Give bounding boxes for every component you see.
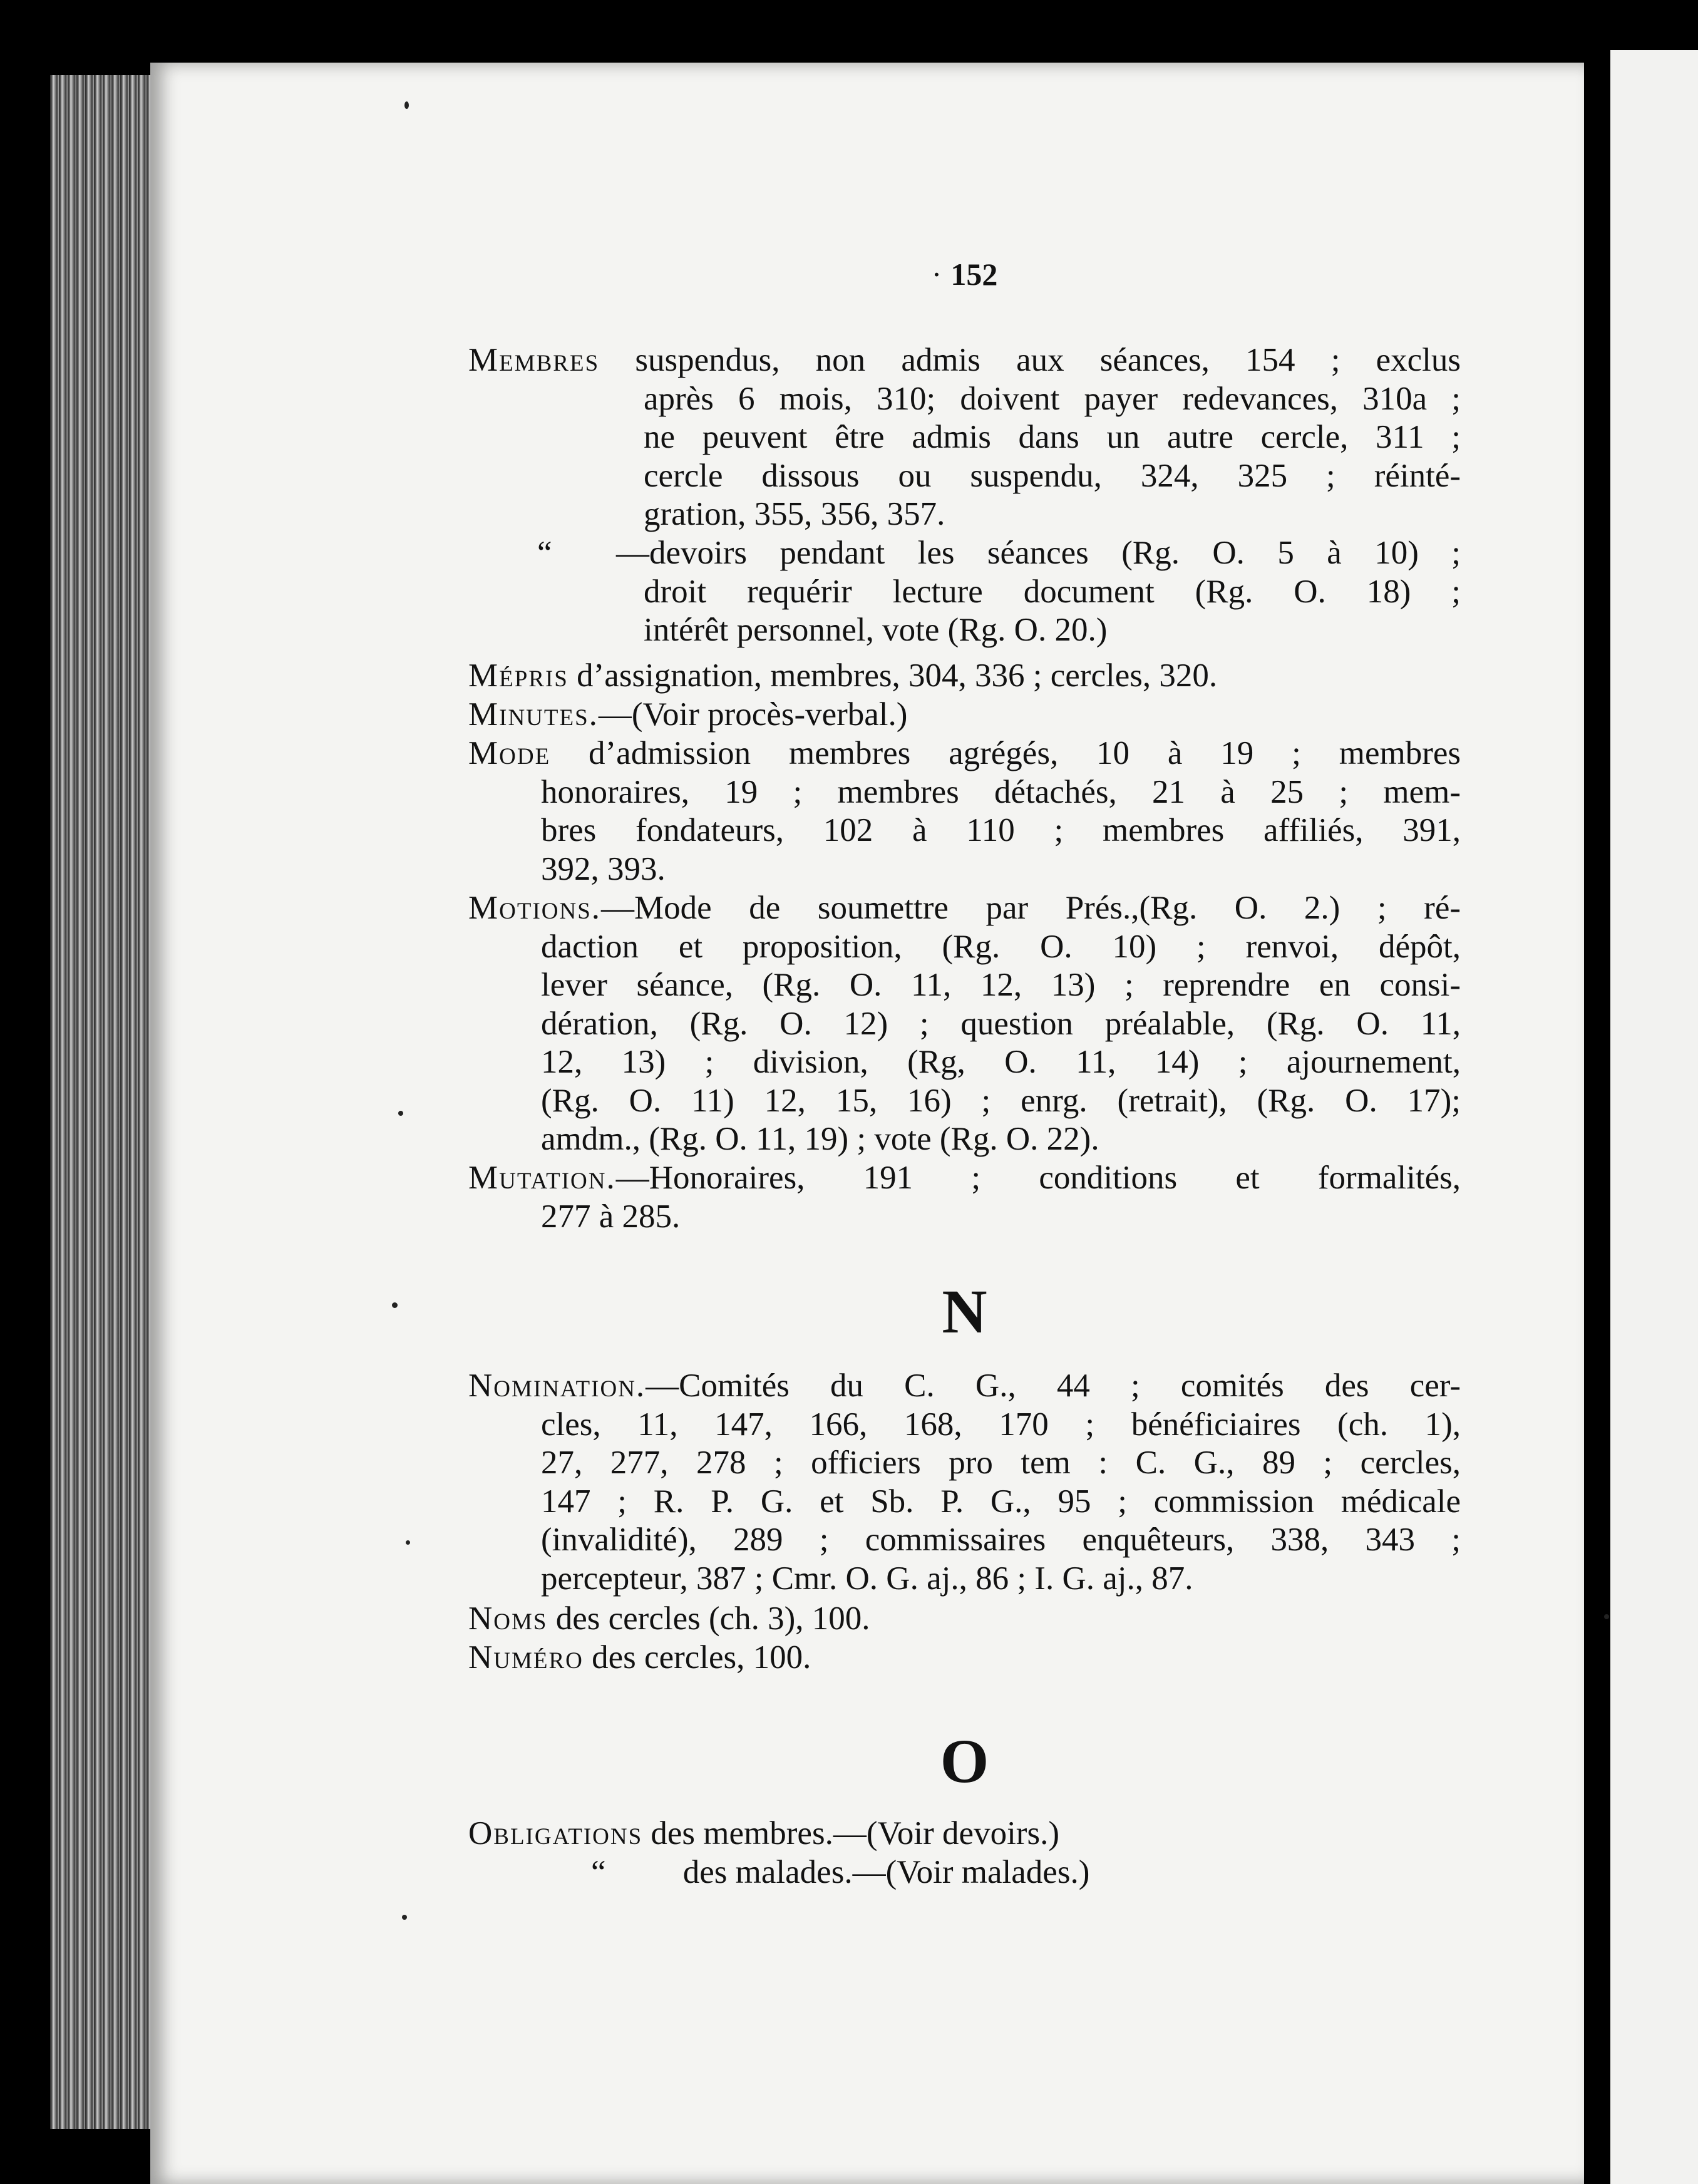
ditto-mark: “	[591, 1854, 606, 1890]
headword: Minutes.	[468, 696, 599, 733]
entry-line: 27, 277, 278 ; officiers pro tem : C. G., 89 ; cercles,	[541, 1445, 1461, 1481]
headword: Nomination.	[468, 1368, 646, 1404]
page-number	[468, 255, 1461, 294]
index-entry-mode	[468, 734, 1461, 889]
ditto-mark: “	[537, 535, 552, 571]
entry-line	[591, 1853, 1461, 1892]
headword: Noms	[468, 1600, 548, 1637]
ink-speck	[398, 1111, 403, 1116]
entry-line: amdm., (Rg. O. 11, 19) ; vote (Rg. O. 22).	[541, 1121, 1099, 1157]
entry-line	[468, 1159, 1461, 1198]
entry-text: suspendus, non admis aux séances, 154 ; exclus	[635, 342, 1461, 378]
entry-line	[468, 889, 1461, 928]
entry-line: droit requérir lecture document (Rg. O. 18) ;	[644, 573, 1461, 610]
headword: Obligations	[468, 1815, 643, 1852]
index-entry-nomination	[468, 1367, 1461, 1598]
entry-line	[468, 657, 1461, 696]
entry-text: d’admission membres agrégés, 10 à 19 ; membres	[589, 735, 1461, 771]
entry-line: gration, 355, 356, 357.	[644, 496, 945, 532]
entry-line	[468, 1600, 1461, 1639]
entry-line: 147 ; R. P. G. et Sb. P. G., 95 ; commission médicale	[541, 1483, 1461, 1520]
headword: Membres	[468, 342, 600, 378]
entry-text: —(Voir procès-verbal.)	[598, 696, 908, 733]
entry-line: 12, 13) ; division, (Rg, O. 11, 14) ; ajournement,	[541, 1044, 1461, 1080]
index-entry-obligations-malades	[468, 1853, 1461, 1892]
entry-line: intérêt personnel, vote (Rg. O. 20.)	[644, 612, 1108, 648]
folio-number: 152	[950, 257, 998, 292]
entry-line	[468, 1639, 1461, 1677]
entry-line: après 6 mois, 310; doivent payer redevances, 310a ;	[644, 380, 1461, 417]
entry-line: (Rg. O. 11) 12, 15, 16) ; enrg. (retrait), (Rg. O. 17);	[541, 1082, 1461, 1119]
index-entry-membres-devoirs	[468, 534, 1461, 650]
ink-speck	[1604, 1614, 1609, 1619]
entry-line: (invalidité), 289 ; commissaires enquêteurs, 338, 343 ;	[541, 1522, 1461, 1558]
headword: Numéro	[468, 1639, 584, 1676]
entry-line	[468, 734, 1461, 773]
entry-line: bres fondateurs, 102 à 110 ; membres affiliés, 391,	[541, 812, 1461, 848]
index-entry-mutation	[468, 1159, 1461, 1236]
entry-line: percepteur, 387 ; Cmr. O. G. aj., 86 ; I. G. aj., 87.	[541, 1560, 1193, 1597]
entry-text: des malades.—(Voir malades.)	[682, 1854, 1090, 1890]
entry-line	[468, 341, 1461, 380]
index-entry-membres	[468, 341, 1461, 534]
headword: Motions.	[468, 890, 602, 926]
entry-text: —devoirs pendant les séances (Rg. O. 5 à 10) ;	[615, 535, 1461, 571]
entry-text: —Mode de soumettre par Prés.,(Rg. O. 2.) ; ré-	[601, 890, 1461, 926]
entry-text: des cercles, 100.	[592, 1639, 811, 1676]
ink-speck	[402, 1915, 407, 1920]
entry-line: 392, 393.	[541, 850, 666, 887]
entry-line: cercle dissous ou suspendu, 324, 325 ; réinté-	[644, 457, 1461, 494]
entry-line	[468, 696, 1461, 734]
index-entry-noms	[468, 1600, 1461, 1639]
entry-line	[468, 1815, 1461, 1853]
headword: Mode	[468, 735, 551, 771]
entry-line: dération, (Rg. O. 12) ; question préalable, (Rg. O. 11,	[541, 1005, 1461, 1042]
entry-line: lever séance, (Rg. O. 11, 12, 13) ; reprendre en consi-	[541, 967, 1461, 1003]
ink-speck	[392, 1302, 398, 1308]
headword: Mutation.	[468, 1160, 616, 1196]
ink-speck	[404, 101, 409, 109]
entry-text: des membres.—(Voir devoirs.)	[651, 1815, 1059, 1852]
facing-page-edge	[1610, 50, 1698, 2184]
ink-speck	[406, 1540, 410, 1545]
index-entry-mepris	[468, 657, 1461, 696]
entry-line: 277 à 285.	[541, 1198, 681, 1235]
entry-line	[468, 1367, 1461, 1406]
entry-line: daction et proposition, (Rg. O. 10) ; renvoi, dépôt,	[541, 928, 1461, 965]
entry-text: d’assignation, membres, 304, 336 ; cercles, 320.	[577, 657, 1218, 694]
entry-line	[537, 534, 1461, 573]
index-entry-motions	[468, 889, 1461, 1159]
index-entry-obligations	[468, 1815, 1461, 1853]
headword: Mépris	[468, 657, 569, 694]
entry-text: —Honoraires, 191 ; conditions et formalités,	[615, 1160, 1461, 1196]
entry-text: —Comités du C. G., 44 ; comités des cer-	[646, 1368, 1461, 1404]
entry-line: honoraires, 19 ; membres détachés, 21 à 25 ; mem-	[541, 773, 1461, 810]
entry-text: des cercles (ch. 3), 100.	[555, 1600, 870, 1637]
section-letter-n: N	[942, 1277, 987, 1346]
folio-dot: ·	[931, 257, 942, 292]
section-letter-o: O	[940, 1726, 989, 1796]
index-entry-numero	[468, 1639, 1461, 1677]
index-entry-minutes	[468, 696, 1461, 734]
entry-line: cles, 11, 147, 166, 168, 170 ; bénéficiaires (ch. 1),	[541, 1406, 1461, 1443]
entry-line: ne peuvent être admis dans un autre cercle, 311 ;	[644, 419, 1461, 455]
